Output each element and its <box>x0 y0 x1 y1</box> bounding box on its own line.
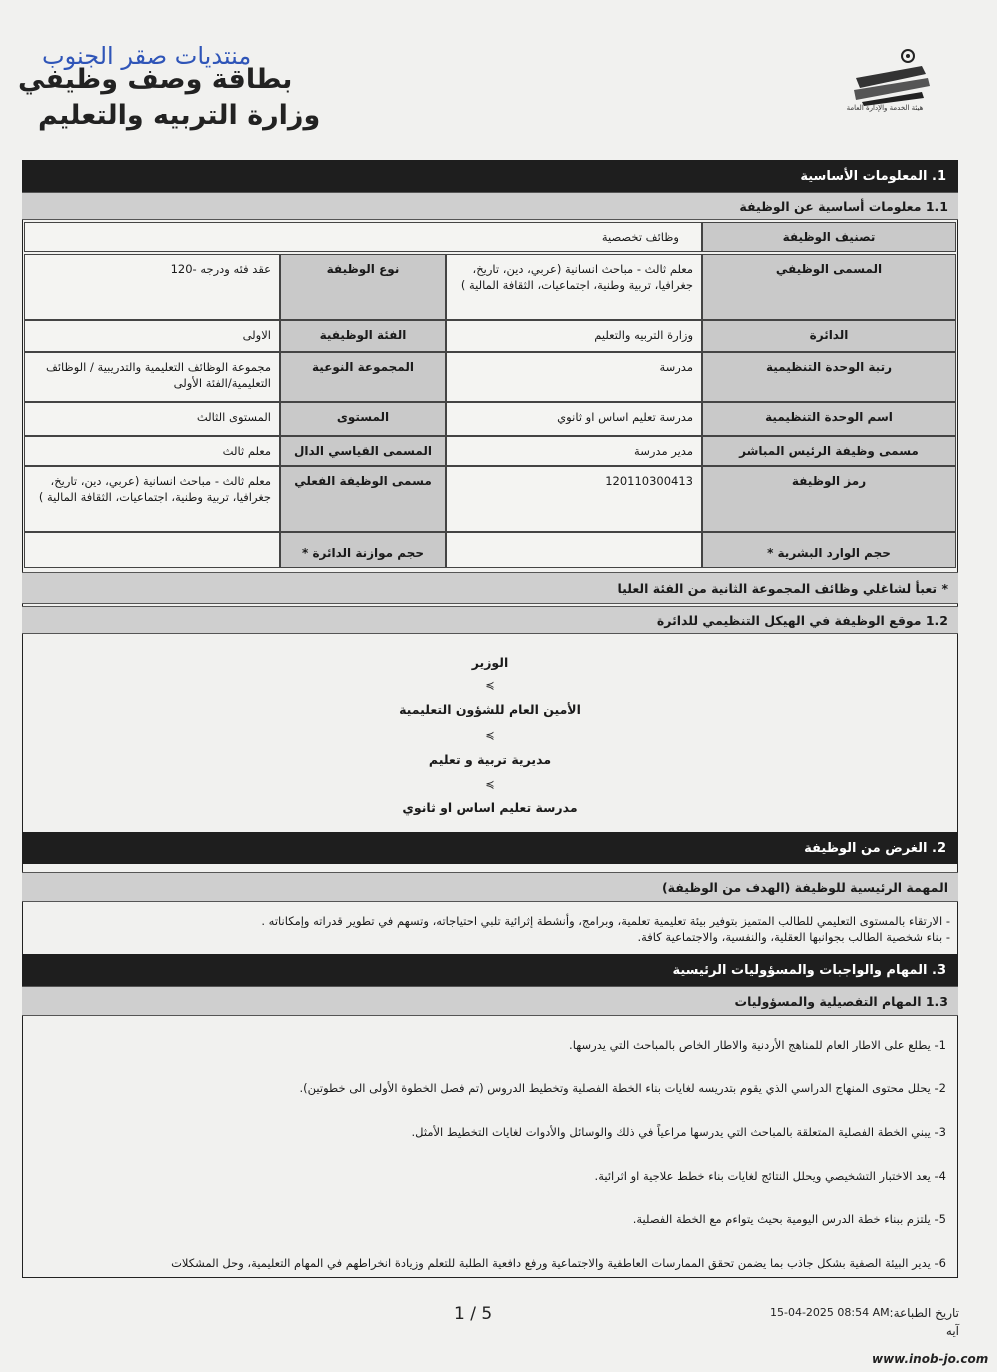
task-item: 1- يطلع على الاطار العام للمناهج الأردنية والاطار الخاص بالمباحث التي يدرسها. <box>569 1038 946 1052</box>
org-unit-name-label: اسم الوحدة التنظيمية <box>702 402 956 436</box>
job-type-label: نوع الوظيفة <box>280 254 446 320</box>
job-category-value: الاولى <box>24 320 280 352</box>
section-1-2-header: 1.2 موقع الوظيفة في الهيكل التنظيمي للدائرة <box>22 606 958 634</box>
supervisor-title-value: مدير مدرسة <box>446 436 702 466</box>
task-item: 5- يلتزم ببناء خطة الدرس اليومية بحيث يتواءم مع الخطة الفصلية. <box>632 1212 946 1226</box>
chevron-down-icon: ≽ <box>485 729 495 742</box>
section-2-header: 2. الغرض من الوظيفة <box>22 832 958 864</box>
human-resources-size-value <box>446 532 702 568</box>
task-item: 4- يعد الاختبار التشخيصي ويحلل النتائج لغايات بناء خطط علاجية او اثرائية. <box>594 1169 946 1183</box>
level-value: المستوى الثالث <box>24 402 280 436</box>
actual-job-title-label: مسمى الوظيفة الفعلي <box>280 466 446 532</box>
agency-logo-text: هيئة الخدمة والإدارة العامة <box>846 104 924 112</box>
job-title-value: معلم ثالث - مباحث انسانية (عربي، دين، تاريخ، جغرافيا، تربية وطنية، اجتماعيات، الثقافة المالية ) <box>446 254 702 320</box>
budget-size-value <box>24 532 280 568</box>
task-item: 2- يحلل محتوى المنهاج الدراسي الذي يقوم بتدريسه لغايات بناء الخطة الفصلية وتخطيط الدروس (تم فصل الخطوة الأولى الى خطوتين). <box>299 1081 946 1095</box>
chevron-down-icon: ≽ <box>485 679 495 692</box>
section-1-header: 1. المعلومات الأساسية <box>22 160 958 192</box>
page-number: 1 / 5 <box>454 1304 493 1324</box>
department-label: الدائرة <box>702 320 956 352</box>
print-date-value: 15-04-2025 08:54 AM <box>770 1306 890 1319</box>
task-item: 3- يبني الخطة الفصلية المتعلقة بالمباحث التي يدرسها مراعياً في ذلك والوسائل والأدوات لغايات التخطيط الأمثل. <box>411 1125 946 1139</box>
section-2-sub-header: المهمة الرئيسية للوظيفة (الهدف من الوظيفة) <box>22 872 958 902</box>
section-1-1-header: 1.1 معلومات أساسية عن الوظيفة <box>22 192 958 220</box>
qualitative-group-value: مجموعة الوظائف التعليمية والتدريبية / الوظائف التعليمية/الفئة الأولى <box>24 352 280 402</box>
job-type-value: عقد فئه ودرجه -120 <box>24 254 280 320</box>
upper-category-note: * تعبأ لشاغلي وظائف المجموعة الثانية من الفئة العليا <box>22 572 958 604</box>
org-unit-name-value: مدرسة تعليم اساس او ثانوي <box>446 402 702 436</box>
classification-label: تصنيف الوظيفة <box>702 222 956 252</box>
print-user: آيه <box>945 1324 959 1338</box>
purpose-line-1: - الارتقاء بالمستوى التعليمي للطالب المتميز بتوفير بيئة تعليمية تعلمية، وبرامج، وأنشطة إثرائية تلبي احتياجاته، وتسهم في تطوير قدراته وإمكاناته . <box>261 914 950 928</box>
org-node-directorate: مديرية تربية و تعليم <box>428 752 552 767</box>
supervisor-title-label: مسمى وظيفة الرئيس المباشر <box>702 436 956 466</box>
org-unit-rank-value: مدرسة <box>446 352 702 402</box>
classification-value: وظائف تخصصية <box>24 222 702 252</box>
ministry-name: وزارة التربيه والتعليم <box>38 100 321 131</box>
org-unit-rank-label: رتبة الوحدة التنظيمية <box>702 352 956 402</box>
watermark-text: منتديات صقر الجنوب <box>42 42 252 70</box>
task-item: 6- يدير البيئة الصفية بشكل جاذب بما يضمن تحقق الممارسات العاطفية والاجتماعية ورفع دافعية الطلبة للتعلم وزيادة انخراطهم في المهام التعليمية، وحل المشكلات <box>171 1256 946 1270</box>
standard-title-label: المسمى القياسي الدال <box>280 436 446 466</box>
actual-job-title-value: معلم ثالث - مباحث انسانية (عربي، دين، تاريخ، جغرافيا، تربية وطنية، اجتماعيات، الثقافة المالية ) <box>24 466 280 532</box>
section-3-header: 3. المهام والواجبات والمسؤوليات الرئيسية <box>22 954 958 986</box>
qualitative-group-label: المجموعة النوعية <box>280 352 446 402</box>
page-title: بطاقة وصف وظيفي <box>18 64 293 95</box>
site-watermark: www.inob-jo.com <box>872 1352 989 1366</box>
job-code-label: رمز الوظيفة <box>702 466 956 532</box>
section-3-1-header: 1.3 المهام التفصيلية والمسؤوليات <box>22 986 958 1016</box>
human-resources-size-label: حجم الوارد البشرية * <box>702 532 956 568</box>
org-node-school: مدرسة تعليم اساس او ثانوي <box>402 800 578 815</box>
print-date-label: تاريخ الطباعة: <box>889 1306 959 1320</box>
department-value: وزارة التربيه والتعليم <box>446 320 702 352</box>
job-category-label: الفئة الوظيفية <box>280 320 446 352</box>
standard-title-value: معلم ثالث <box>24 436 280 466</box>
level-label: المستوى <box>280 402 446 436</box>
chevron-down-icon: ≽ <box>485 778 495 791</box>
org-node-secretary-general: الأمين العام للشؤون التعليمية <box>399 702 581 717</box>
job-title-label: المسمى الوظيفي <box>702 254 956 320</box>
job-code-value: 120110300413 <box>446 466 702 532</box>
budget-size-label: حجم موازنة الدائرة * <box>280 532 446 568</box>
agency-logo-icon <box>852 44 934 124</box>
org-node-minister: الوزير <box>471 655 509 670</box>
purpose-line-2: - بناء شخصية الطالب بجوانبها العقلية، والنفسية، والاجتماعية كافة. <box>637 930 950 944</box>
